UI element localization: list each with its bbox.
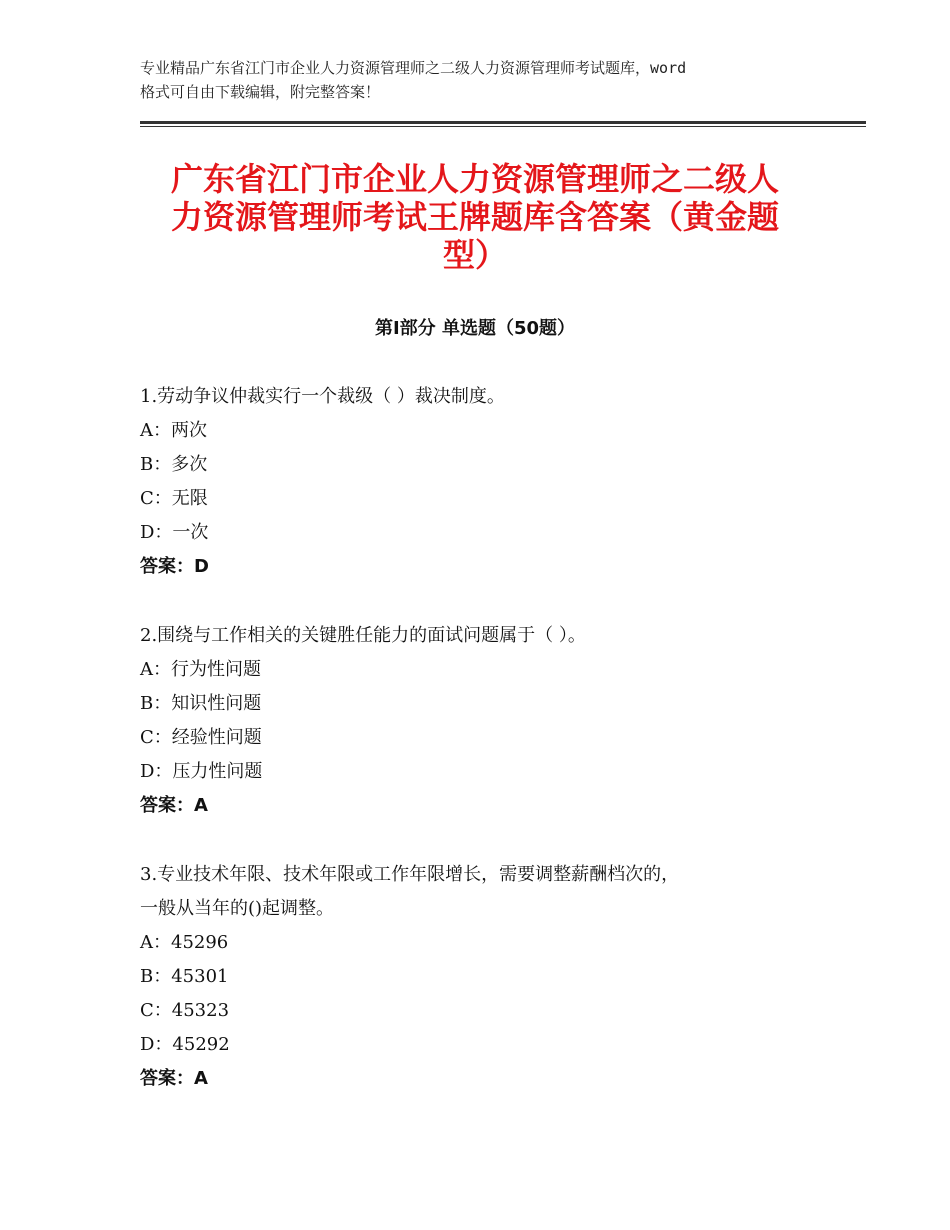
header-note-line-2: 格式可自由下载编辑，附完整答案！	[140, 83, 381, 101]
question-3-option-d: D：45292	[140, 1034, 230, 1055]
document-title-line-1: 广东省江门市企业人力资源管理师之二级人	[170, 160, 779, 198]
question-3-option-a: A：45296	[140, 932, 229, 953]
question-2-option-b: B：知识性问题	[140, 693, 262, 714]
question-2-option-c: C：经验性问题	[140, 727, 262, 748]
document-title-line-2: 力资源管理师考试王牌题库含答案（黄金题	[170, 198, 779, 236]
question-3-answer: 答案：A	[140, 1068, 208, 1089]
question-1-option-a: A：两次	[140, 420, 207, 441]
question-1-answer: 答案：D	[140, 556, 209, 577]
question-2-stem: 2.围绕与工作相关的关键胜任能力的面试问题属于（ ）。	[140, 625, 586, 646]
question-3-option-b: B：45301	[140, 966, 229, 987]
question-2-answer: 答案：A	[140, 795, 208, 816]
header-divider-thick	[140, 121, 866, 124]
section-heading: 第Ⅰ部分 单选题（50题）	[374, 318, 575, 339]
document-title	[140, 160, 810, 274]
question-1-option-d: D：一次	[140, 522, 209, 543]
header-divider-thin	[140, 126, 866, 127]
header-note	[140, 56, 840, 104]
question-1-option-b: B：多次	[140, 454, 208, 475]
question-3-stem-line-2: 一般从当年的()起调整。	[140, 898, 335, 919]
question-1-option-c: C：无限	[140, 488, 208, 509]
question-3-stem-line-1: 3.专业技术年限、技术年限或工作年限增长，需要调整薪酬档次的，	[140, 864, 680, 885]
question-2-option-d: D：压力性问题	[140, 761, 263, 782]
question-1-stem: 1.劳动争议仲裁实行一个裁级（ ）裁决制度。	[140, 386, 505, 407]
question-2-option-a: A：行为性问题	[140, 659, 261, 680]
document-title-line-3: 型）	[442, 236, 507, 274]
header-note-line-1: 专业精品广东省江门市企业人力资源管理师之二级人力资源管理师考试题库，word	[140, 59, 687, 77]
question-3-option-c: C：45323	[140, 1000, 230, 1021]
